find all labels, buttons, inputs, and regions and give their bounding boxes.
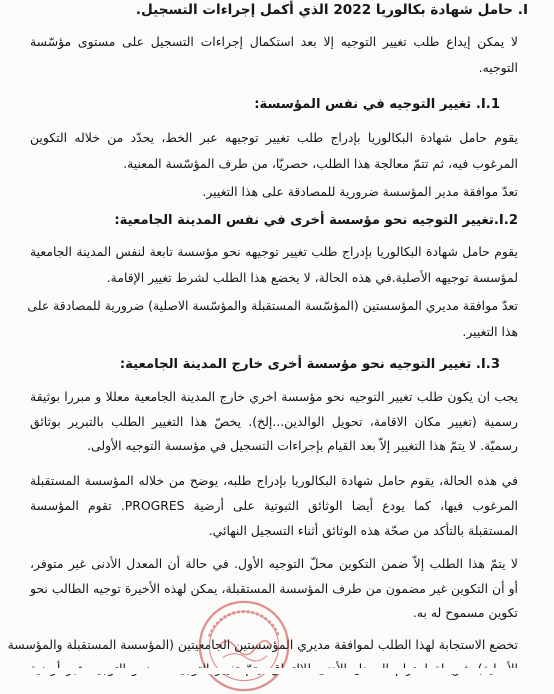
- section-2-heading: 2.I.تغيير التوجيه نحو مؤسسة أخرى في نفس المدينة الجامعية:: [114, 213, 518, 228]
- section-1-para-1-line-2: المرغوب فيه، ثم تتمّ معالجة هذا الطلب، حصريّا، من طرف المؤسّسة المعنية.: [123, 156, 518, 171]
- page-bottom-edge: [0, 668, 554, 674]
- section-3-para-2-line-1: في هذه الحالة، يقوم حامل شهادة البكالوريا بإدراج طلبه، يوضح من خلاله المؤسسة المستقبلة: [30, 473, 518, 488]
- section-2-para-2-line-2: هذا التغيير.: [462, 324, 518, 339]
- section-3-para-3-line-3: تكوين مسموح له به.: [412, 605, 518, 620]
- section-1-para-1-line-1: يقوم حامل شهادة البكالوريا بإدراج طلب تغيير توجيهه عبر الخط، يحدّد من خلاله التكوين: [30, 130, 518, 145]
- section-3-para-3-line-1: لا يتمّ هذا الطلب إلاّ ضمن التكوين محلّ التوجيه الأول. في حالة أن المعدل الأدنى غير متوفر،: [30, 556, 518, 571]
- section-3-para-1-line-1: يجب ان يكون طلب تغيير التوجيه نحو مؤسسة اخري خارج المدينة الجامعية معللا و مبررا بوثيقة: [30, 389, 518, 404]
- section-3-para-2-line-3: المستقبلة بالتأكد من صحّة هذه الوثائق أثناء التسجيل النهائي.: [208, 523, 518, 538]
- section-1-para-2: تعدّ موافقة مدير المؤسسة ضرورية للمصادقة على هذا التغيير.: [202, 184, 518, 199]
- section-3-heading: 3.I. تغيير التوجيه نحو مؤسسة أخرى خارج المدينة الجامعية:: [119, 357, 500, 372]
- section-2-para-1-line-2: لمؤسسة توجيهه الأصلية.في هذه الحالة، لا يخضع هذا الطلب لشرط تغيير الإقامة.: [106, 270, 518, 285]
- section-1-heading: 1.I. تغيير التوجيه في نفس المؤسسة:: [254, 97, 500, 112]
- section-2-para-2-line-1: تعدّ موافقة مديري المؤسستين (المؤسّسة المستقبلة والمؤسّسة الاصلية) ضرورية للمصادقة على: [27, 298, 518, 313]
- section-3-para-1-line-2: رسمية (تغيير مكان الاقامة، تحويل الوالدين...إلخ). يخصّ هذا التغيير الطلب بالتبرير بوثائق: [30, 414, 518, 429]
- official-stamp-icon: [196, 598, 292, 694]
- intro-line-1: لا يمكن إيداع طلب تغيير التوجيه إلا بعد استكمال إجراءات التسجيل على مستوى مؤسّسة: [30, 34, 518, 49]
- section-2-para-1-line-1: يقوم حامل شهادة البكالوريا بإدراج طلب تغيير توجيهه نحو مؤسسة تابعة لنفس المدينة الجامعية: [30, 244, 518, 259]
- section-3-para-4-line-1: تخضع الاستجابة لهذا الطلب لموافقة مديري المؤسستين الجامعيتين (المؤسسة المستقبلة والمؤسسة: [7, 637, 518, 652]
- section-3-para-3-line-2: أو أن التكوين غير مضمون من طرف المؤسسة المستقبلة، يمكن لهذه الأخيرة توجيه الطالب نحو: [30, 581, 518, 596]
- section-3-para-2-line-2: المرغوب فيها، كما يودع أيضا الوثائق الثبوتية على أرضية PROGRES. تقوم المؤسسة: [30, 498, 518, 513]
- section-3-para-1-line-3: رسميّة. لا يتمّ هذا التغيير إلاّ بعد القيام بإجراءات التسجيل في مؤسسة التوجيه الأولى.: [87, 438, 518, 453]
- intro-line-2: التوجيه.: [478, 60, 518, 75]
- main-heading: I. حامل شهادة بكالوريا 2022 الذي أكمل إجراءات التسجيل.: [135, 2, 528, 18]
